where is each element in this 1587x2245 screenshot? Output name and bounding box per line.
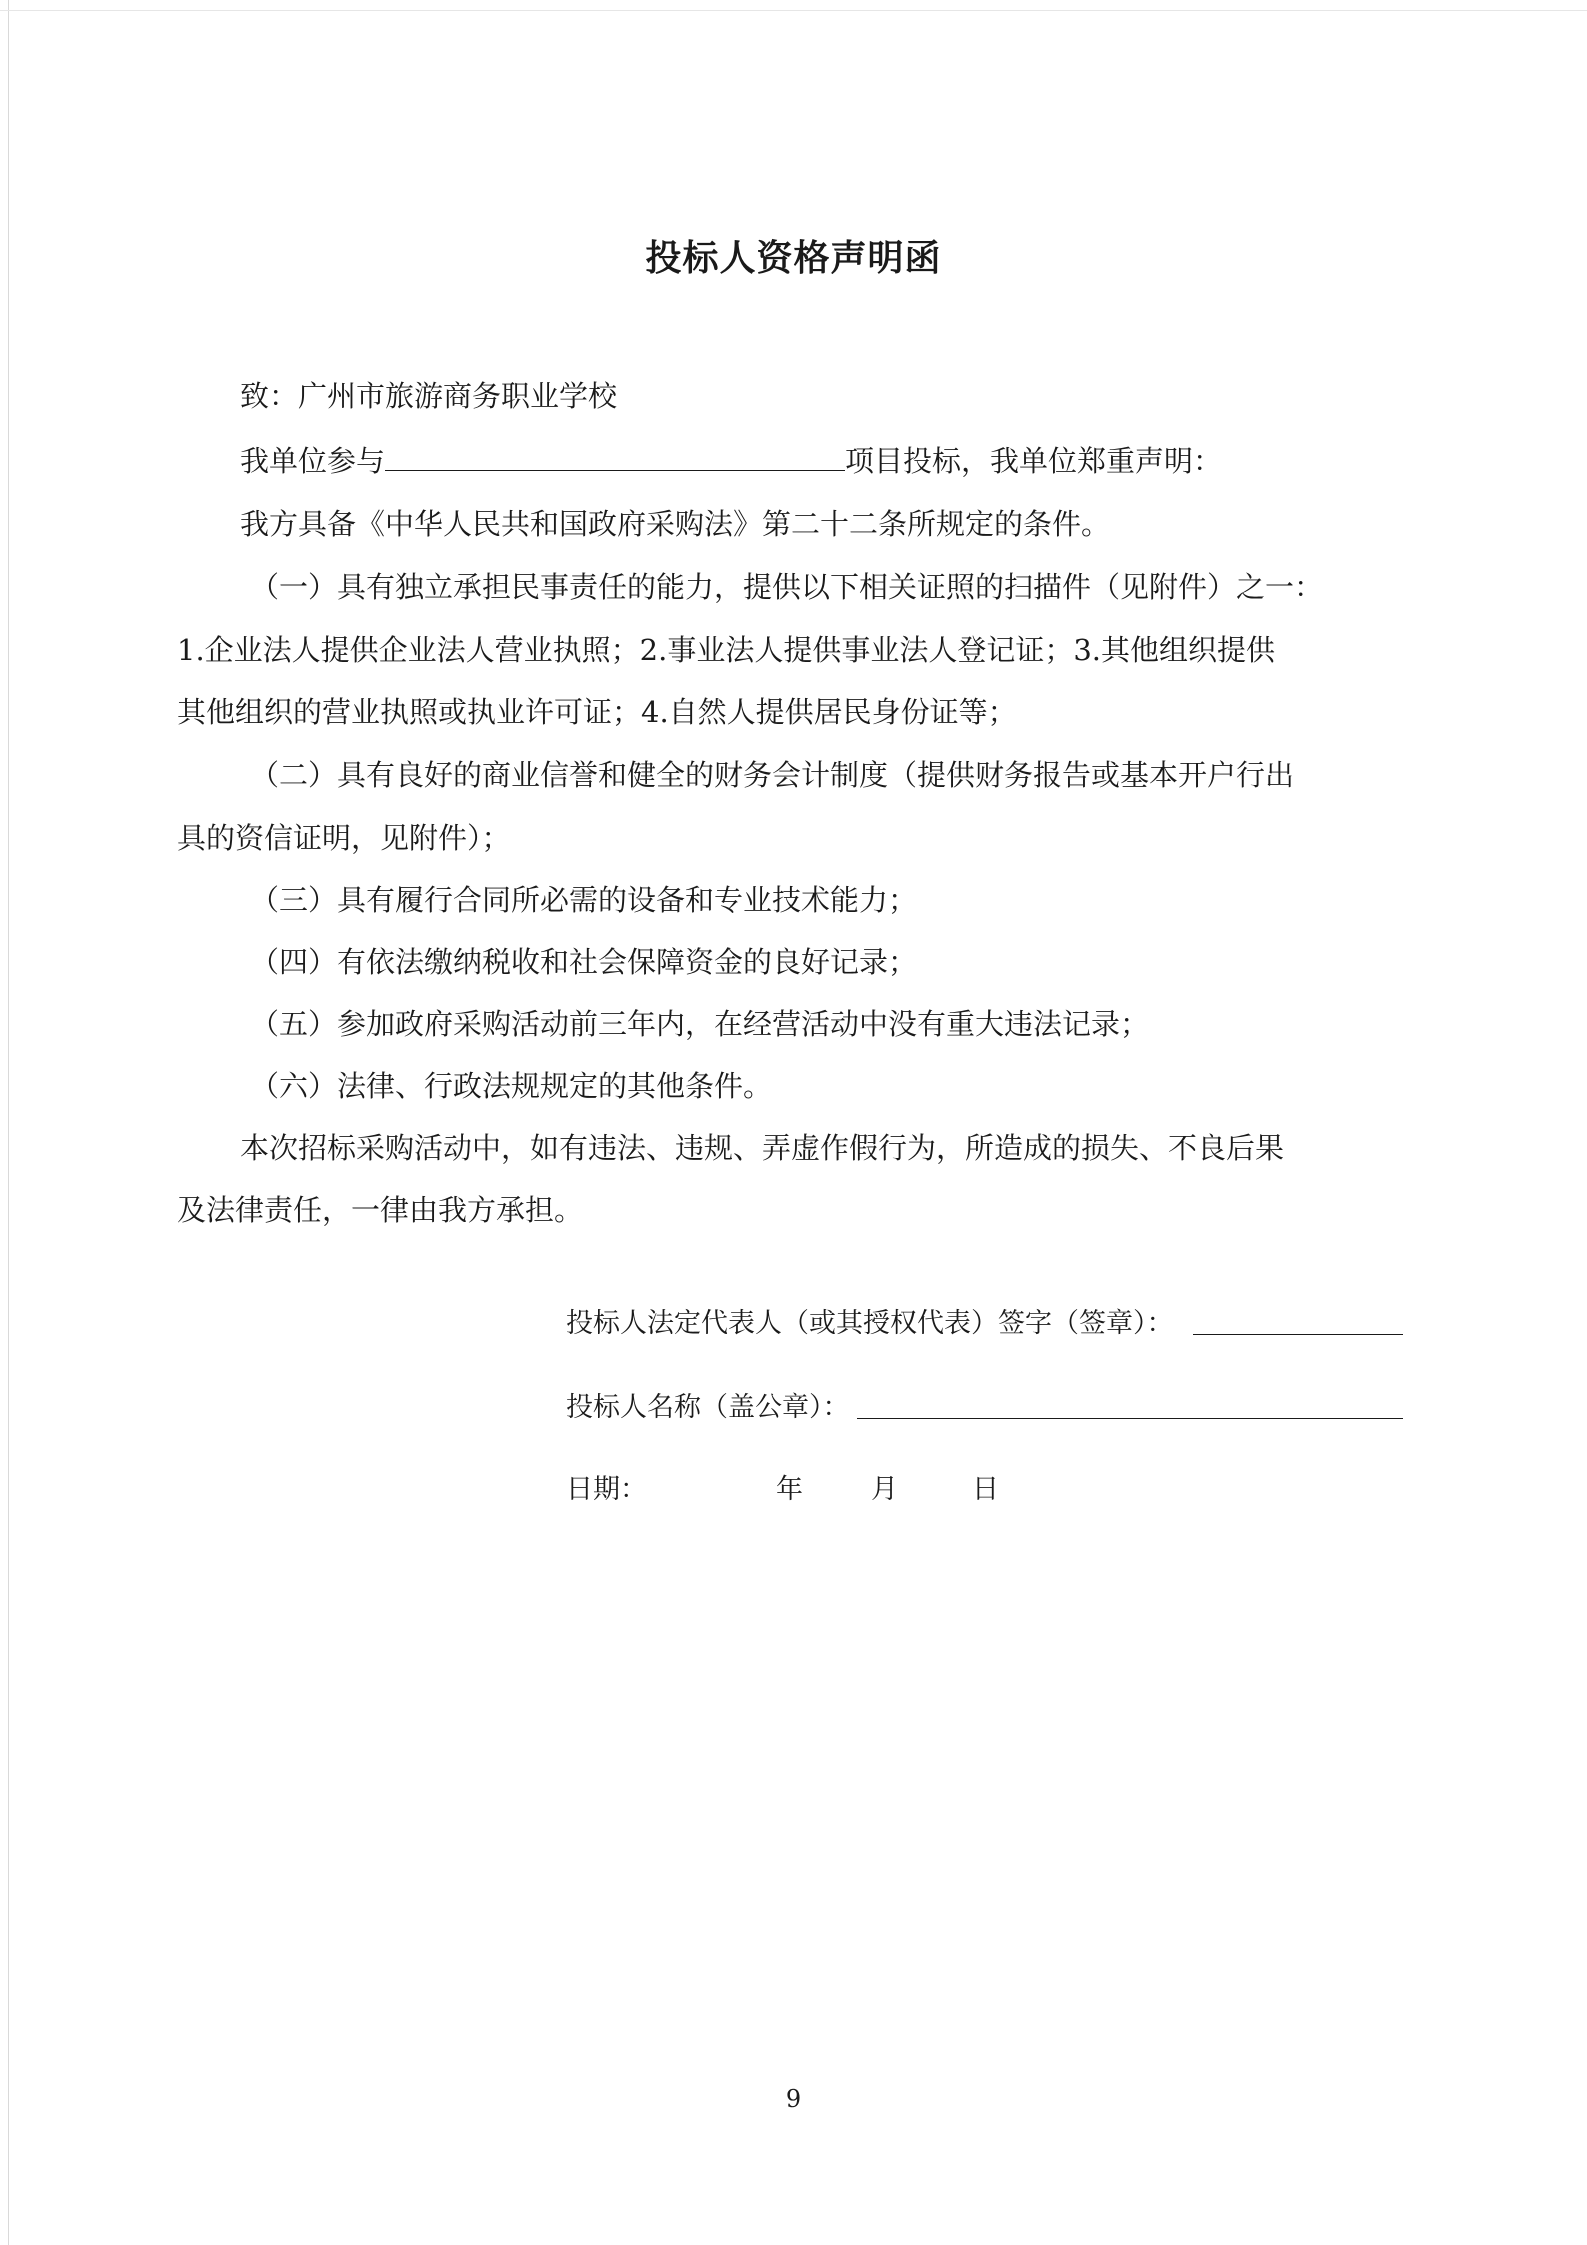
- project-name-blank[interactable]: [385, 440, 845, 471]
- condition-2-line-2: 具的资信证明，见附件）；: [177, 821, 511, 855]
- condition-5: （五）参加政府采购活动前三年内，在经营活动中没有重大违法记录；: [250, 1007, 1150, 1041]
- bidder-name-field[interactable]: [857, 1418, 1403, 1419]
- condition-2-line-1: （二）具有良好的商业信誉和健全的财务会计制度（提供财务报告或基本开户行出: [250, 758, 1295, 792]
- date-label: 日期：: [566, 1474, 647, 1505]
- month-label: 月: [871, 1474, 898, 1505]
- liability-line-2: 及法律责任，一律由我方承担。: [177, 1193, 584, 1227]
- bidder-name-label: 投标人名称（盖公章）：: [566, 1392, 850, 1423]
- participation-suffix: 项目投标，我单位郑重声明：: [845, 444, 1223, 478]
- addressee: 致：广州市旅游商务职业学校: [240, 379, 618, 413]
- condition-6: （六）法律、行政法规规定的其他条件。: [250, 1069, 773, 1103]
- liability-line-1: 本次招标采购活动中，如有违法、违规、弄虚作假行为，所造成的损失、不良后果: [240, 1131, 1285, 1165]
- document-title: 投标人资格声明函: [645, 237, 942, 279]
- participation-prefix: 我单位参与: [240, 444, 386, 478]
- day-label: 日: [972, 1474, 999, 1505]
- page-number: 9: [785, 2085, 802, 2113]
- condition-1-line-2: 1.企业法人提供企业法人营业执照；2.事业法人提供事业法人登记证；3.其他组织提供: [177, 633, 1276, 667]
- participation-line: [240, 440, 1222, 481]
- condition-1-line-3: 其他组织的营业执照或执业许可证；4.自然人提供居民身份证等；: [177, 695, 1017, 729]
- scan-edge-left: [8, 0, 9, 2245]
- condition-3: （三）具有履行合同所必需的设备和专业技术能力；: [250, 883, 918, 917]
- scan-edge-top: [0, 10, 1587, 11]
- condition-4: （四）有依法缴纳税收和社会保障资金的良好记录；: [250, 945, 918, 979]
- representative-signature-field[interactable]: [1193, 1334, 1403, 1335]
- condition-1-line-1: （一）具有独立承担民事责任的能力，提供以下相关证照的扫描件（见附件）之一：: [250, 570, 1324, 604]
- representative-signature-label: 投标人法定代表人（或其授权代表）签字（签章）：: [566, 1308, 1174, 1339]
- statement-intro: 我方具备《中华人民共和国政府采购法》第二十二条所规定的条件。: [240, 507, 1111, 541]
- year-label: 年: [776, 1474, 803, 1505]
